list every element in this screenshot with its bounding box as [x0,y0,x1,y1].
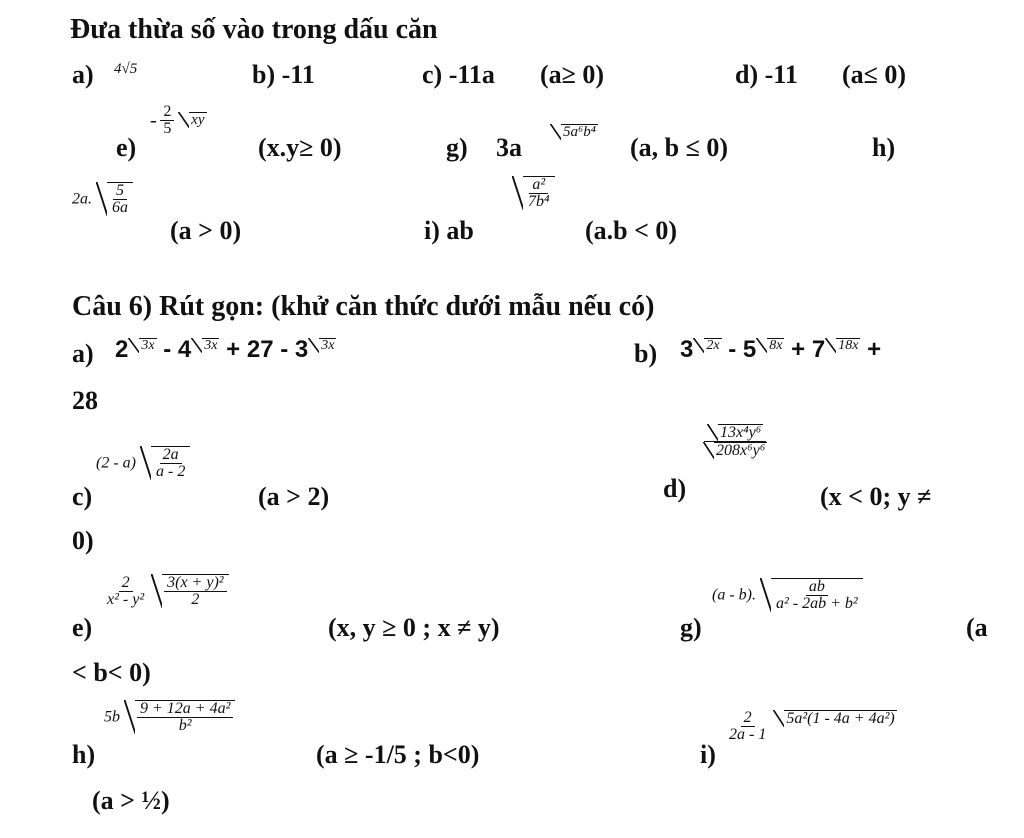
q6-a-radical3: 3x [321,338,335,353]
q6-b-term4: + [867,336,882,363]
item-i-radical [523,176,555,210]
q6-d-denominator: 208x⁶y⁶ [716,442,766,459]
q6-b-term3: + 7 [791,336,826,363]
q6-i-label: i) [700,740,716,769]
item-e-denominator: 5 [163,120,172,137]
q6-i-radical: 5a²(1 - 4a + 4a²) [786,710,895,727]
q6-g-expr [712,578,863,612]
q6-e-numerator: 3(x + y)² [164,575,226,592]
q6-h-condition: (a ≥ -1/5 ; b<0) [316,740,480,769]
q6-d-expr [700,424,770,459]
q6-b-expr [680,338,881,362]
q6-g-radical [771,578,863,612]
q6-c-label: c) [72,482,93,511]
q6-b-radical2: 8x [769,338,783,353]
item-g-coef: 3a [496,133,522,162]
item-g-radical-wrap [550,124,598,140]
item-c-condition: (a≥ 0) [540,60,605,89]
item-e-radical: xy [191,111,205,128]
item-g-radical: 5a⁶b⁴ [563,124,596,140]
q6-d-numerator-wrap [704,424,766,442]
item-h-denominator: 6a [112,199,128,216]
q6-g-numerator: ab [806,579,828,596]
q6-d-continuation: 0) [72,526,94,555]
q6-c-expr [96,446,190,480]
q6-h-radical [135,700,235,734]
q6-h-expr [104,700,235,734]
item-i-denominator: 7b⁴ [528,193,550,210]
q6-g-label: g) [680,613,702,642]
item-e-condition: (x.y≥ 0) [258,133,342,162]
q6-a-term2: - 4 [163,336,192,363]
item-h-condition: (a > 0) [170,216,242,245]
item-d-label: d) -11 [735,60,798,89]
q6-a-label: a) [72,339,94,368]
item-g-label: g) [446,133,468,162]
item-e-sign: - [150,109,157,132]
item-e-fraction [160,104,174,137]
q6-a-radical2: 3x [204,338,218,353]
q6-b-term2: - 5 [728,336,757,363]
item-a-label: a) [72,60,94,89]
q6-d-numerator: 13x⁴y⁶ [720,424,762,441]
item-c-label: c) -11a [422,60,495,89]
item-e-label: e) [116,133,137,162]
q6-i-frac-denominator: 2a - 1 [729,726,767,743]
item-b-label: b) -11 [252,60,315,89]
q6-g-continuation: < b< 0) [72,658,151,687]
q6-i-continuation: (a > ½) [92,786,170,815]
q6-g-condition: (a [966,613,988,642]
q6-a-term3: + 27 - 3 [226,336,309,363]
q6-e-condition: (x, y ≥ 0 ; x ≠ y) [328,613,500,642]
item-i-expr [512,176,555,210]
item-i-numerator: a² [529,177,548,194]
item-h-expr [72,182,133,216]
q6-c-numerator: 2a [160,447,182,464]
q6-a-radical1: 3x [141,338,155,353]
q6-b-label: b) [634,339,658,368]
item-e-expr [150,104,207,137]
q6-e-frac-numerator: 2 [119,575,133,592]
q6-h-denominator: b² [178,717,192,734]
item-h-numerator: 5 [113,183,127,200]
q6-e-expr [104,574,229,608]
q6-a-expr [115,338,336,362]
q6-c-denominator: a - 2 [155,463,186,480]
q6-d-condition: (x < 0; y ≠ [820,482,932,511]
q6-h-label: h) [72,740,96,769]
q6-h-numerator: 9 + 12a + 4a² [137,701,233,718]
item-h-label: h) [872,133,896,162]
q6-b-term1: 3 [680,336,694,363]
q6-h-coef: 5b [104,708,120,726]
q6-g-denominator: a² - 2ab + b² [775,595,858,612]
q6-e-denominator: 2 [191,591,200,608]
q6-g-coef: (a - b). [712,586,756,604]
question-6-title: Câu 6) Rút gọn: (khử căn thức dưới mẫu nếu có) [72,291,655,322]
q6-a-term1: 2 [115,336,129,363]
item-h-coef: 2a. [72,190,92,208]
item-a-expr: 4√5 [114,61,138,77]
q6-e-label: e) [72,613,93,642]
q6-d-denominator-wrap [700,442,770,459]
item-d-condition: (a≤ 0) [842,60,907,89]
item-h-radical [107,182,133,216]
q6-b-radical1: 2x [706,338,720,353]
q6-i-expr [726,710,897,743]
item-i-condition: (a.b < 0) [585,216,678,245]
item-i-label: i) ab [424,216,474,245]
q6-b-continuation: 28 [72,386,98,415]
q6-c-radical [151,446,190,480]
q6-d-label: d) [663,474,687,503]
page-title: Đưa thừa số vào trong dấu căn [70,14,438,45]
q6-c-condition: (a > 2) [258,482,330,511]
q6-e-radical [162,574,228,608]
q6-i-frac-numerator: 2 [741,710,755,727]
q6-b-radical3: 18x [838,338,859,353]
q6-c-coef: (2 - a) [96,454,136,472]
q6-e-frac-denominator: x² - y² [107,591,145,608]
item-e-numerator: 2 [160,104,174,121]
item-g-condition: (a, b ≤ 0) [630,133,729,162]
